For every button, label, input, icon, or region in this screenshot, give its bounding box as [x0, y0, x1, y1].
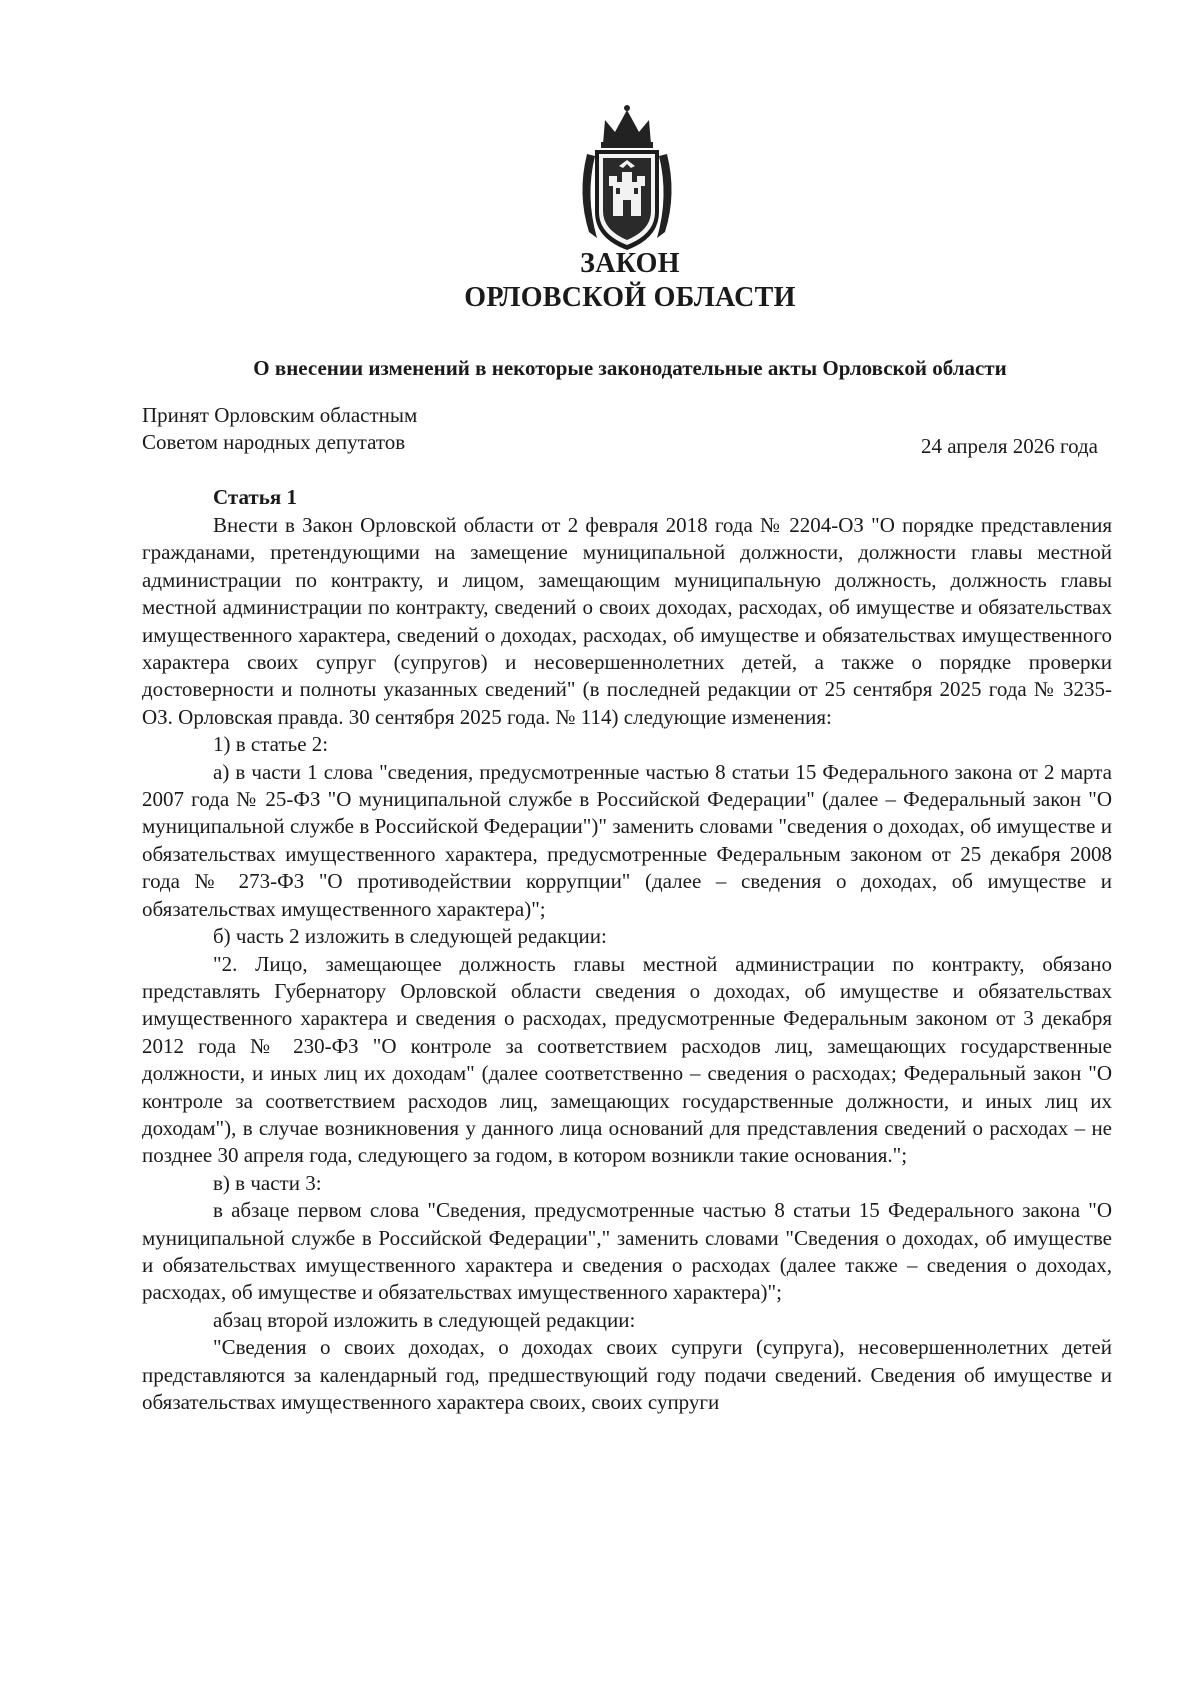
- law-title-line2: ОРЛОВСКОЙ ОБЛАСТИ: [464, 282, 796, 313]
- paragraph: а) в части 1 слова "сведения, предусмотренные частью 8 статьи 15 Федерального закона от 2 марта 2007 года № 25-ФЗ "О муниципальной службе в Российской Федерации" (далее – Федеральный закон "О муниципальной службе в Российской Федерации")" заменить словами "сведения о доходах, об имуществе и обязательствах имущественного характера, предусмотренные Федеральным законом от 25 декабря 2008 года № 273-ФЗ "О противодействии коррупции" (далее – сведения о доходах, об имуществе и обязательствах имущественного характера)";: [142, 759, 1112, 921]
- adopted-line2: Советом народных депутатов: [142, 430, 406, 454]
- paragraph: "Сведения о своих доходах, о доходах своих супруги (супруга), несовершеннолетних детей представляются за календарный год, предшествующий году подачи сведений. Сведения об имуществе и обязательствах имущественного характера своих, своих супруги: [142, 1335, 1112, 1414]
- paragraph: б) часть 2 изложить в следующей редакции:: [213, 924, 607, 949]
- paragraph: 1) в статье 2:: [213, 732, 329, 757]
- paragraph: в абзаце первом слова "Сведения, предусмотренные частью 8 статьи 15 Федерального закона "О муниципальной службе в Российской Федерации"," заменить словами "Сведения о доходах, об имуществе и обязательствах имущественного характера и сведения о расходах (далее также – сведения о доходах, расходах, об имуществе и обязательствах имущественного характера)";: [142, 1198, 1112, 1305]
- adopted-by-block: [142, 402, 417, 456]
- adopted-line1: Принят Орловским областным: [142, 403, 418, 427]
- article-body: [142, 512, 1112, 1416]
- law-subtitle: О внесении изменений в некоторые законодательные акты Орловской области: [253, 356, 1007, 380]
- law-title-line1: ЗАКОН: [580, 248, 680, 279]
- paragraph: Внести в Закон Орловской области от 2 февраля 2018 года № 2204-ОЗ "О порядке представления гражданами, претендующими на замещение муниципальной должности, должности главы местной администрации по контракту, и лицом, замещающим муниципальную должность, должность главы местной администрации по контракту, сведений о своих доходах, расходах, об имуществе и обязательствах имущественного характера, сведений о доходах, расходах, об имуществе и обязательствах имущественного характера своих супруг (супругов) и несовершеннолетних детей, а также о порядке проверки достоверности и полноты указанных сведений" (в последней редакции от 25 сентября 2025 года № 3235-ОЗ. Орловская правда. 30 сентября 2025 года. № 114) следующие изменения:: [142, 513, 1112, 729]
- paragraph: абзац второй изложить в следующей редакции:: [213, 1307, 636, 1332]
- paragraph: "2. Лицо, замещающее должность главы местной администрации по контракту, обязано представлять Губернатору Орловской области сведения о доходах, об имуществе и обязательствах имущественного характера и сведения о расходах, предусмотренные Федеральным законом от 3 декабря 2012 года № 230-ФЗ "О контроле за соответствием расходов лиц, замещающих государственные должности, и иных лиц их доходам" (далее соответственно – сведения о расходах; Федеральный закон "О контроле за соответствием расходов лиц, замещающих государственные должности, и иных лиц их доходам"), в случае возникновения у данного лица оснований для представления сведений о расходах – не позднее 30 апреля года, следующего за годом, в котором возникли такие основания.";: [142, 951, 1112, 1168]
- adoption-date: 24 апреля 2026 года: [921, 434, 1098, 458]
- article-title: Статья 1: [213, 485, 297, 509]
- coat-of-arms-icon: [573, 104, 681, 254]
- paragraph: в) в части 3:: [213, 1170, 322, 1195]
